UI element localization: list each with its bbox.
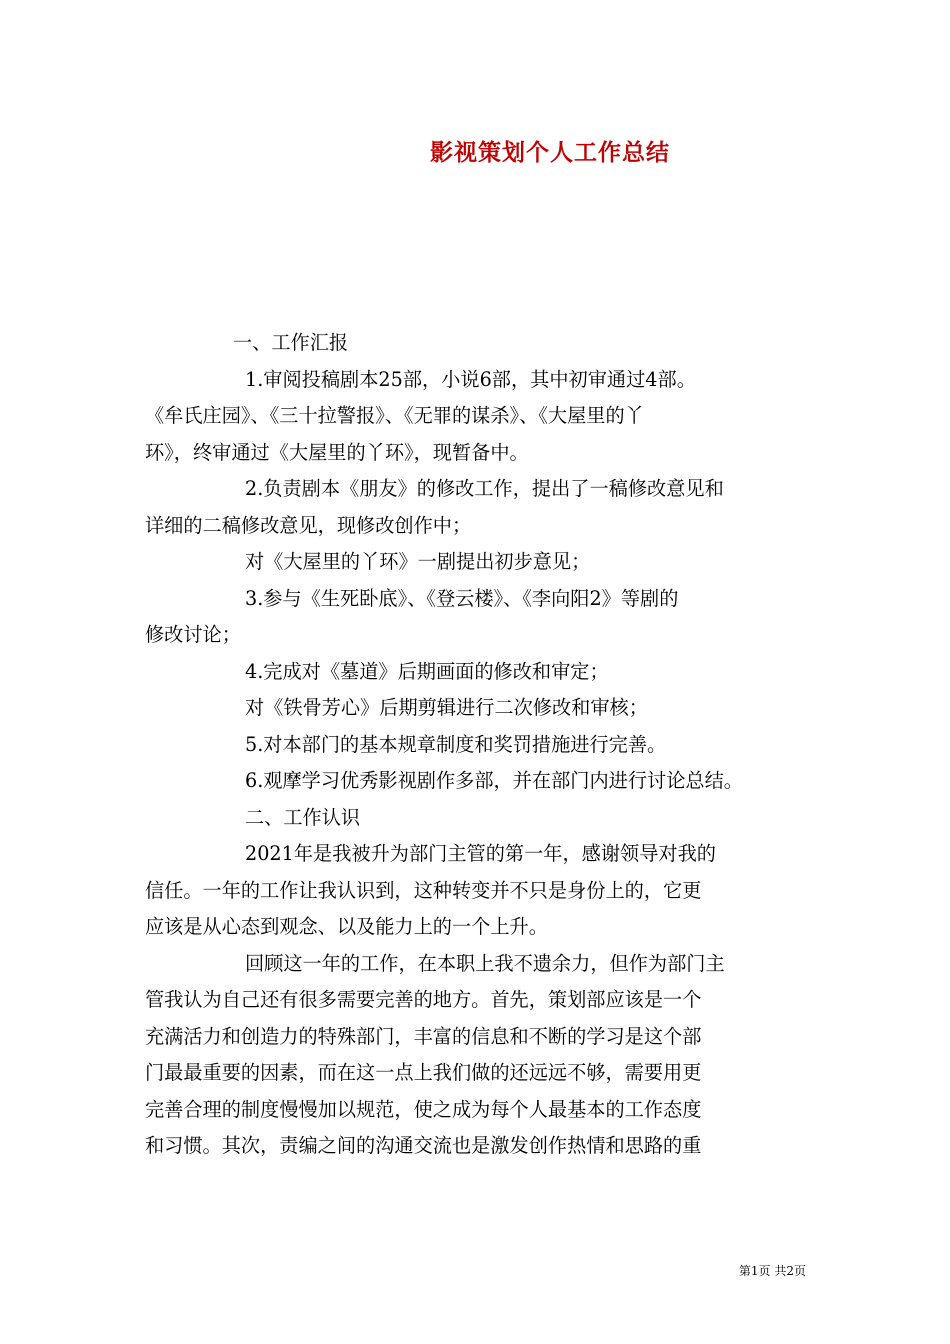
text-line: 完善合理的制度慢慢加以规范，使之成为每个人最基本的工作态度 <box>145 1097 702 1121</box>
page-footer: 第1页 共2页 <box>738 1264 806 1278</box>
text-line: 门最最重要的因素，而在这一点上我们做的还远远不够，需要用更 <box>145 1061 702 1084</box>
text-line: 1.审阅投稿剧本25部，小说6部，其中初审通过4部。 <box>245 367 696 391</box>
text-line: 详细的二稿修改意见，现修改创作中； <box>145 513 472 537</box>
text-line: 《牟氏庄园》、《三十拉警报》、《无罪的谋杀》、《大屋里的丫 <box>145 404 644 427</box>
text-line: 充满活力和创造力的特殊部门，丰富的信息和不断的学习是这个部 <box>145 1024 702 1048</box>
document-body <box>145 325 810 1165</box>
text-line: 修改讨论； <box>145 623 241 646</box>
text-line: 二、工作认识 <box>245 805 361 829</box>
text-line: 一、工作汇报 <box>233 331 349 354</box>
text-line: 回顾这一年的工作，在本职上我不遗余力，但作为部门主 <box>245 951 725 975</box>
text-line: 对《大屋里的丫环》一剧提出初步意见； <box>245 550 591 573</box>
text-line: 3.参与《生死卧底》、《登云楼》、《李向阳2》等剧的 <box>245 586 679 610</box>
text-line: 4.完成对《墓道》后期画面的修改和审定； <box>245 659 609 683</box>
text-line: 对《铁骨芳心》后期剪辑进行二次修改和审核； <box>245 696 648 719</box>
text-line: 2.负责剧本《朋友》的修改工作，提出了一稿修改意见和 <box>245 477 724 500</box>
text-line: 5.对本部门的基本规章制度和奖罚措施进行完善。 <box>245 732 667 756</box>
text-line: 应该是从心态到观念、以及能力上的一个上升。 <box>145 915 548 938</box>
text-line: 信任。一年的工作让我认识到，这种转变并不只是身份上的，它更 <box>145 878 702 902</box>
text-line: 环》，终审通过《大屋里的丫环》，现暂备中。 <box>145 440 529 464</box>
text-line: 2021年是我被升为部门主管的第一年，感谢领导对我的 <box>245 842 716 865</box>
text-line: 管我认为自己还有很多需要完善的地方。首先，策划部应该是一个 <box>145 988 702 1011</box>
text-line: 6.观摩学习优秀影视剧作多部，并在部门内进行讨论总结。 <box>245 769 743 792</box>
page-title: 影视策划个人工作总结 <box>430 139 670 166</box>
text-line: 和习惯。其次，责编之间的沟通交流也是激发创作热情和思路的重 <box>145 1134 702 1157</box>
